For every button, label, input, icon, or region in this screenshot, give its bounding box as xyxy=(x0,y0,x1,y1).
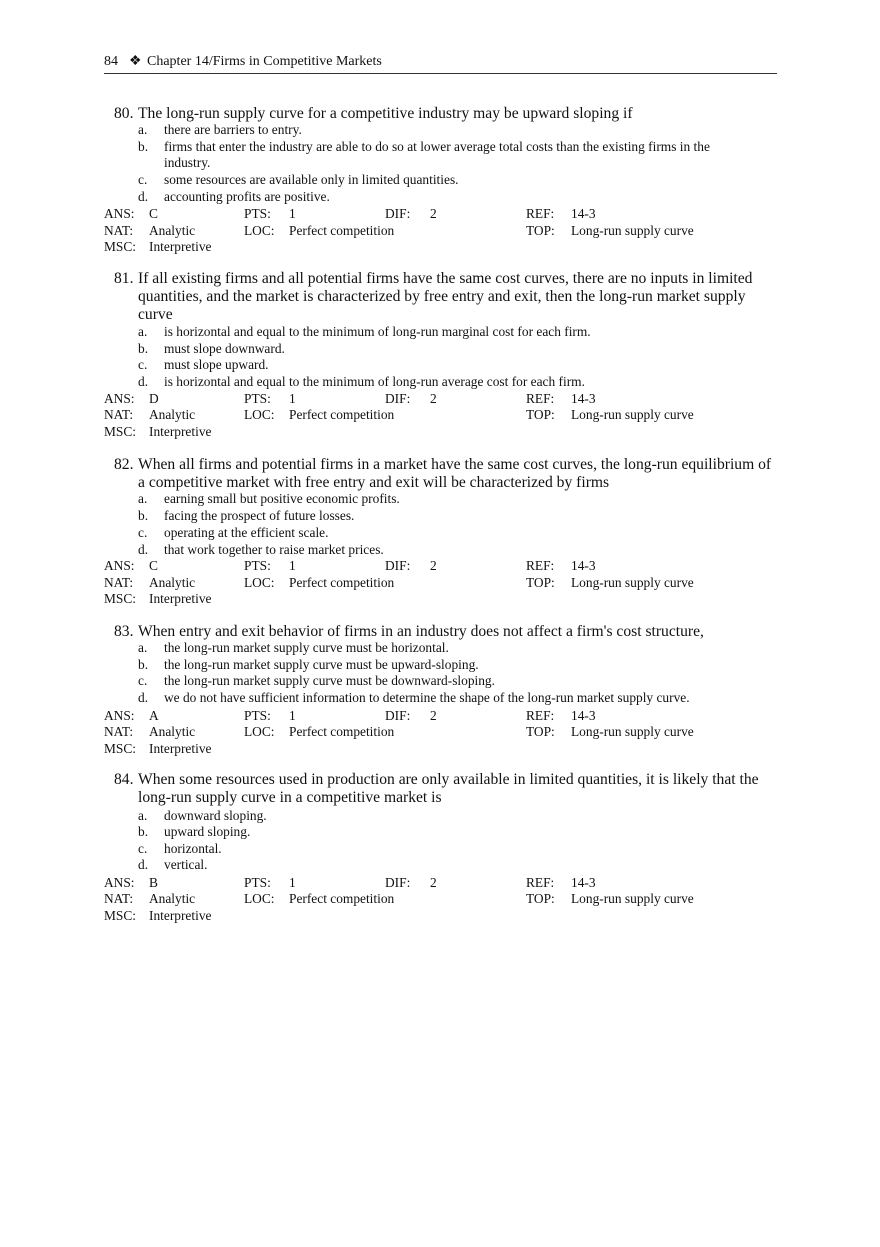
ref-value: 14-3 xyxy=(571,708,596,723)
nat-value: Analytic xyxy=(149,407,196,422)
pts-label: PTS: xyxy=(244,558,271,573)
question-number: 81. xyxy=(114,270,134,287)
option-text: earning small but positive economic profits. xyxy=(164,491,400,506)
option-letter: d. xyxy=(138,374,149,389)
nat-label: NAT: xyxy=(104,223,134,238)
nat-label: NAT: xyxy=(104,724,134,739)
option-letter: a. xyxy=(138,491,148,506)
top-value: Long-run supply curve xyxy=(571,724,694,739)
page-header xyxy=(104,53,777,74)
ref-label: REF: xyxy=(526,206,555,221)
option-c xyxy=(138,673,738,689)
option-letter: b. xyxy=(138,824,149,839)
question-text: When some resources used in production are only available in limited quantities, it is likely that the long-run supply curve in a competitive market is xyxy=(138,771,759,806)
question-text: When entry and exit behavior of firms in an industry does not affect a firm's cost structure, xyxy=(138,623,704,640)
option-d xyxy=(138,542,738,558)
nat-label: NAT: xyxy=(104,575,134,590)
question-stem xyxy=(114,105,774,123)
loc-label: LOC: xyxy=(244,223,275,238)
nat-value: Analytic xyxy=(149,575,196,590)
loc-value: Perfect competition xyxy=(289,575,395,590)
msc-value: Interpretive xyxy=(149,591,212,606)
top-value: Long-run supply curve xyxy=(571,223,694,238)
question-number: 82. xyxy=(114,456,134,473)
top-label: TOP: xyxy=(526,223,555,238)
pts-value: 1 xyxy=(289,708,296,723)
option-letter: a. xyxy=(138,640,148,655)
nat-label: NAT: xyxy=(104,891,134,906)
pts-value: 1 xyxy=(289,875,296,890)
option-text: we do not have sufficient information to determine the shape of the long-run market supply curve. xyxy=(164,690,690,705)
top-value: Long-run supply curve xyxy=(571,407,694,422)
option-b xyxy=(138,341,738,357)
option-letter: c. xyxy=(138,357,148,372)
ref-value: 14-3 xyxy=(571,558,596,573)
option-b xyxy=(138,657,738,673)
dif-value: 2 xyxy=(430,558,437,573)
option-text: operating at the efficient scale. xyxy=(164,525,329,540)
pts-value: 1 xyxy=(289,391,296,406)
top-label: TOP: xyxy=(526,575,555,590)
dif-value: 2 xyxy=(430,206,437,221)
question-stem xyxy=(114,456,774,492)
option-a xyxy=(138,640,738,656)
option-text: is horizontal and equal to the minimum of long-run marginal cost for each firm. xyxy=(164,324,591,339)
dif-label: DIF: xyxy=(385,558,411,573)
ans-label: ANS: xyxy=(104,558,135,573)
dif-value: 2 xyxy=(430,875,437,890)
loc-label: LOC: xyxy=(244,724,275,739)
chapter-title: Chapter 14/Firms in Competitive Markets xyxy=(147,54,382,69)
top-value: Long-run supply curve xyxy=(571,575,694,590)
option-letter: d. xyxy=(138,690,149,705)
option-text: downward sloping. xyxy=(164,808,267,823)
option-letter: d. xyxy=(138,542,149,557)
question-text: When all firms and potential firms in a market have the same cost curves, the long-run equilibrium of a competitive market with free entry and exit will be characterized by firms xyxy=(138,456,772,491)
option-text: must slope upward. xyxy=(164,357,269,372)
ref-label: REF: xyxy=(526,875,555,890)
diamond-separator-icon: ❖ xyxy=(129,54,142,69)
msc-label: MSC: xyxy=(104,741,137,756)
ans-value: C xyxy=(149,558,158,573)
option-text: the long-run market supply curve must be horizontal. xyxy=(164,640,449,655)
msc-value: Interpretive xyxy=(149,239,212,254)
loc-value: Perfect competition xyxy=(289,223,395,238)
loc-label: LOC: xyxy=(244,407,275,422)
option-text: facing the prospect of future losses. xyxy=(164,508,355,523)
option-letter: a. xyxy=(138,122,148,137)
question-number: 80. xyxy=(114,105,134,122)
option-text: upward sloping. xyxy=(164,824,251,839)
ref-label: REF: xyxy=(526,558,555,573)
dif-value: 2 xyxy=(430,391,437,406)
option-letter: b. xyxy=(138,139,149,154)
pts-label: PTS: xyxy=(244,708,271,723)
ans-label: ANS: xyxy=(104,391,135,406)
ref-value: 14-3 xyxy=(571,875,596,890)
top-label: TOP: xyxy=(526,724,555,739)
option-letter: c. xyxy=(138,673,148,688)
loc-value: Perfect competition xyxy=(289,724,395,739)
ref-label: REF: xyxy=(526,391,555,406)
question-stem xyxy=(114,270,774,324)
ans-value: A xyxy=(149,708,159,723)
option-letter: a. xyxy=(138,324,148,339)
option-c xyxy=(138,357,738,373)
dif-label: DIF: xyxy=(385,206,411,221)
option-letter: b. xyxy=(138,341,149,356)
option-letter: c. xyxy=(138,525,148,540)
option-c xyxy=(138,841,738,857)
msc-label: MSC: xyxy=(104,908,137,923)
option-a xyxy=(138,324,738,340)
nat-value: Analytic xyxy=(149,724,196,739)
option-c xyxy=(138,525,738,541)
question-number: 83. xyxy=(114,623,134,640)
nat-value: Analytic xyxy=(149,223,196,238)
pts-label: PTS: xyxy=(244,875,271,890)
msc-value: Interpretive xyxy=(149,908,212,923)
question-text: The long-run supply curve for a competitive industry may be upward sloping if xyxy=(138,105,633,122)
option-text: firms that enter the industry are able to do so at lower average total costs than the existing firms in the industry. xyxy=(164,139,710,170)
option-a xyxy=(138,122,738,138)
option-text: vertical. xyxy=(164,857,208,872)
dif-label: DIF: xyxy=(385,391,411,406)
loc-label: LOC: xyxy=(244,891,275,906)
question-number: 84. xyxy=(114,771,134,788)
option-a xyxy=(138,491,738,507)
option-text: horizontal. xyxy=(164,841,222,856)
ans-label: ANS: xyxy=(104,875,135,890)
option-letter: a. xyxy=(138,808,148,823)
option-d xyxy=(138,189,738,205)
nat-label: NAT: xyxy=(104,407,134,422)
pts-label: PTS: xyxy=(244,391,271,406)
option-text: the long-run market supply curve must be downward-sloping. xyxy=(164,673,495,688)
ref-value: 14-3 xyxy=(571,391,596,406)
option-b xyxy=(138,824,738,840)
option-text: there are barriers to entry. xyxy=(164,122,302,137)
ans-value: C xyxy=(149,206,158,221)
option-letter: b. xyxy=(138,508,149,523)
ans-label: ANS: xyxy=(104,206,135,221)
pts-value: 1 xyxy=(289,206,296,221)
question-text: If all existing firms and all potential firms have the same cost curves, there are no inputs in limited quantities, and the market is characterized by free entry and exit, then the long-run market supply curve xyxy=(138,270,753,323)
option-text: is horizontal and equal to the minimum of long-run average cost for each firm. xyxy=(164,374,585,389)
option-letter: d. xyxy=(138,189,149,204)
top-label: TOP: xyxy=(526,407,555,422)
option-text: that work together to raise market prices. xyxy=(164,542,384,557)
option-d xyxy=(138,374,738,390)
option-letter: b. xyxy=(138,657,149,672)
option-letter: c. xyxy=(138,841,148,856)
option-c xyxy=(138,172,738,188)
option-d xyxy=(138,690,778,706)
ans-value: D xyxy=(149,391,159,406)
option-letter: c. xyxy=(138,172,148,187)
option-b xyxy=(138,508,738,524)
option-a xyxy=(138,808,738,824)
nat-value: Analytic xyxy=(149,891,196,906)
ref-value: 14-3 xyxy=(571,206,596,221)
loc-label: LOC: xyxy=(244,575,275,590)
top-value: Long-run supply curve xyxy=(571,891,694,906)
page-number: 84 xyxy=(104,54,118,69)
option-text: must slope downward. xyxy=(164,341,285,356)
option-text: accounting profits are positive. xyxy=(164,189,330,204)
option-d xyxy=(138,857,738,873)
question-stem xyxy=(114,771,774,807)
ans-label: ANS: xyxy=(104,708,135,723)
loc-value: Perfect competition xyxy=(289,407,395,422)
dif-label: DIF: xyxy=(385,875,411,890)
msc-label: MSC: xyxy=(104,424,137,439)
dif-label: DIF: xyxy=(385,708,411,723)
msc-value: Interpretive xyxy=(149,424,212,439)
pts-value: 1 xyxy=(289,558,296,573)
loc-value: Perfect competition xyxy=(289,891,395,906)
option-b xyxy=(138,139,738,171)
msc-label: MSC: xyxy=(104,591,137,606)
dif-value: 2 xyxy=(430,708,437,723)
option-letter: d. xyxy=(138,857,149,872)
option-text: the long-run market supply curve must be upward-sloping. xyxy=(164,657,479,672)
msc-value: Interpretive xyxy=(149,741,212,756)
question-stem xyxy=(114,623,774,641)
pts-label: PTS: xyxy=(244,206,271,221)
ref-label: REF: xyxy=(526,708,555,723)
ans-value: B xyxy=(149,875,158,890)
msc-label: MSC: xyxy=(104,239,137,254)
option-text: some resources are available only in limited quantities. xyxy=(164,172,459,187)
top-label: TOP: xyxy=(526,891,555,906)
